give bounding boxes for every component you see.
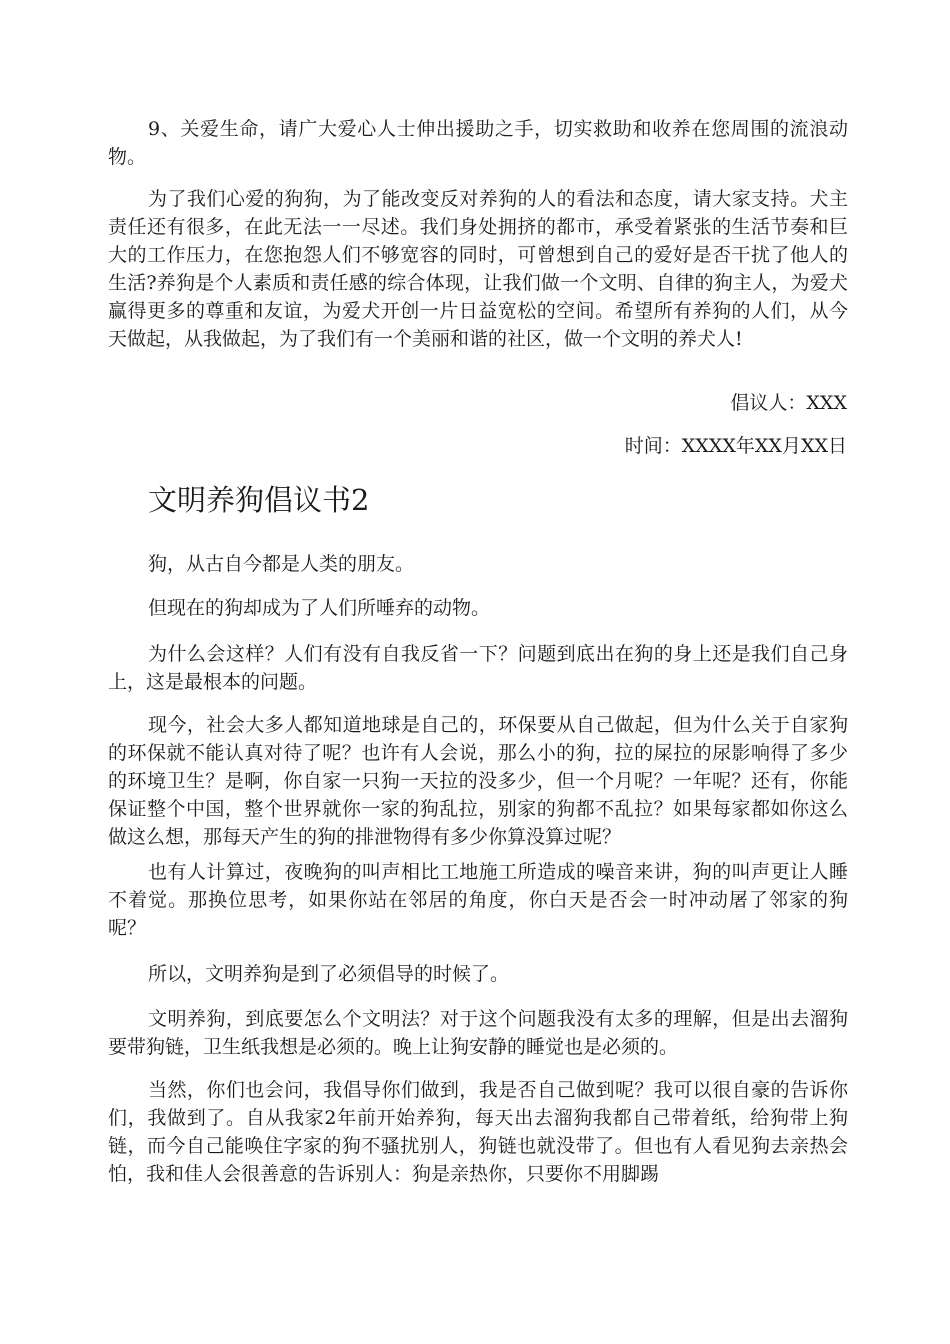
body-paragraph: 狗，从古自今都是人类的朋友。 (148, 553, 415, 575)
body-paragraph: 文明养狗，到底要怎么个文明法？对于这个问题我没有太多的理解，但是出去溜狗要带狗链，卫生纸我想是必须的。晚上让狗安静的睡觉也是必须的。 (108, 1008, 848, 1058)
body-paragraph: 也有人计算过，夜晚狗的叫声相比工地施工所造成的噪音来讲，狗的叫声更让人睡不着觉。那换位思考，如果你站在邻居的角度，你白天是否会一时冲动屠了邻家的狗呢？ (108, 861, 848, 939)
date-line: 时间：XXXX年XX月XX日 (624, 435, 847, 457)
body-paragraph: 为什么会这样？人们有没有自我反省一下？问题到底出在狗的身上还是我们自己身上，这是最根本的问题。 (108, 643, 848, 693)
body-paragraph: 但现在的狗却成为了人们所唾弃的动物。 (148, 597, 491, 619)
signer-line: 倡议人：XXX (730, 392, 847, 414)
body-paragraph: 所以，文明养狗是到了必须倡导的时候了。 (148, 963, 510, 985)
body-paragraph: 当然，你们也会问，我倡导你们做到，我是否自己做到呢？我可以很自豪的告诉你们，我做到了。自从我家2年前开始养狗，每天出去溜狗我都自己带着纸，给狗带上狗链，而今自己能唤住字家的狗不骚扰别人，狗链也就没带了。但也有人看见狗去亲热会怕，我和佳人会很善意的告诉别人：狗是亲热你，只要你不用脚踢 (108, 1079, 848, 1185)
body-paragraph: 现今，社会大多人都知道地球是自己的，环保要从自己做起，但为什么关于自家狗的环保就不能认真对待了呢？也许有人会说，那么小的狗，拉的屎拉的尿影响得了多少的环境卫生？是啊，你自家一只狗一天拉的没多少，但一个月呢？一年呢？还有，你能保证整个中国，整个世界就你一家的狗乱拉，别家的狗都不乱拉？如果每家都如你这么做这么想，那每天产生的狗的排泄物得有多少你算没算过呢？ (108, 714, 848, 848)
section-title: 文明养狗倡议书2 (148, 483, 370, 517)
closing-paragraph: 为了我们心爱的狗狗，为了能改变反对养狗的人的看法和态度，请大家支持。犬主责任还有很多，在此无法一一尽述。我们身处拥挤的都市，承受着紧张的生活节奏和巨大的工作压力，在您抱怨人们不够宽容的同时，可曾想到自己的爱好是否干扰了他人的生活?养狗是个人素质和责任感的综合体现，让我们做一个文明、自律的狗主人，为爱犬赢得更多的尊重和友谊，为爱犬开创一片日益宽松的空间。希望所有养狗的人们，从今天做起，从我做起，为了我们有一个美丽和谐的社区，做一个文明的养犬人! (108, 188, 848, 350)
paragraph-item-9: 9、关爱生命，请广大爱心人士伸出援助之手，切实救助和收养在您周围的流浪动物。 (108, 118, 848, 168)
